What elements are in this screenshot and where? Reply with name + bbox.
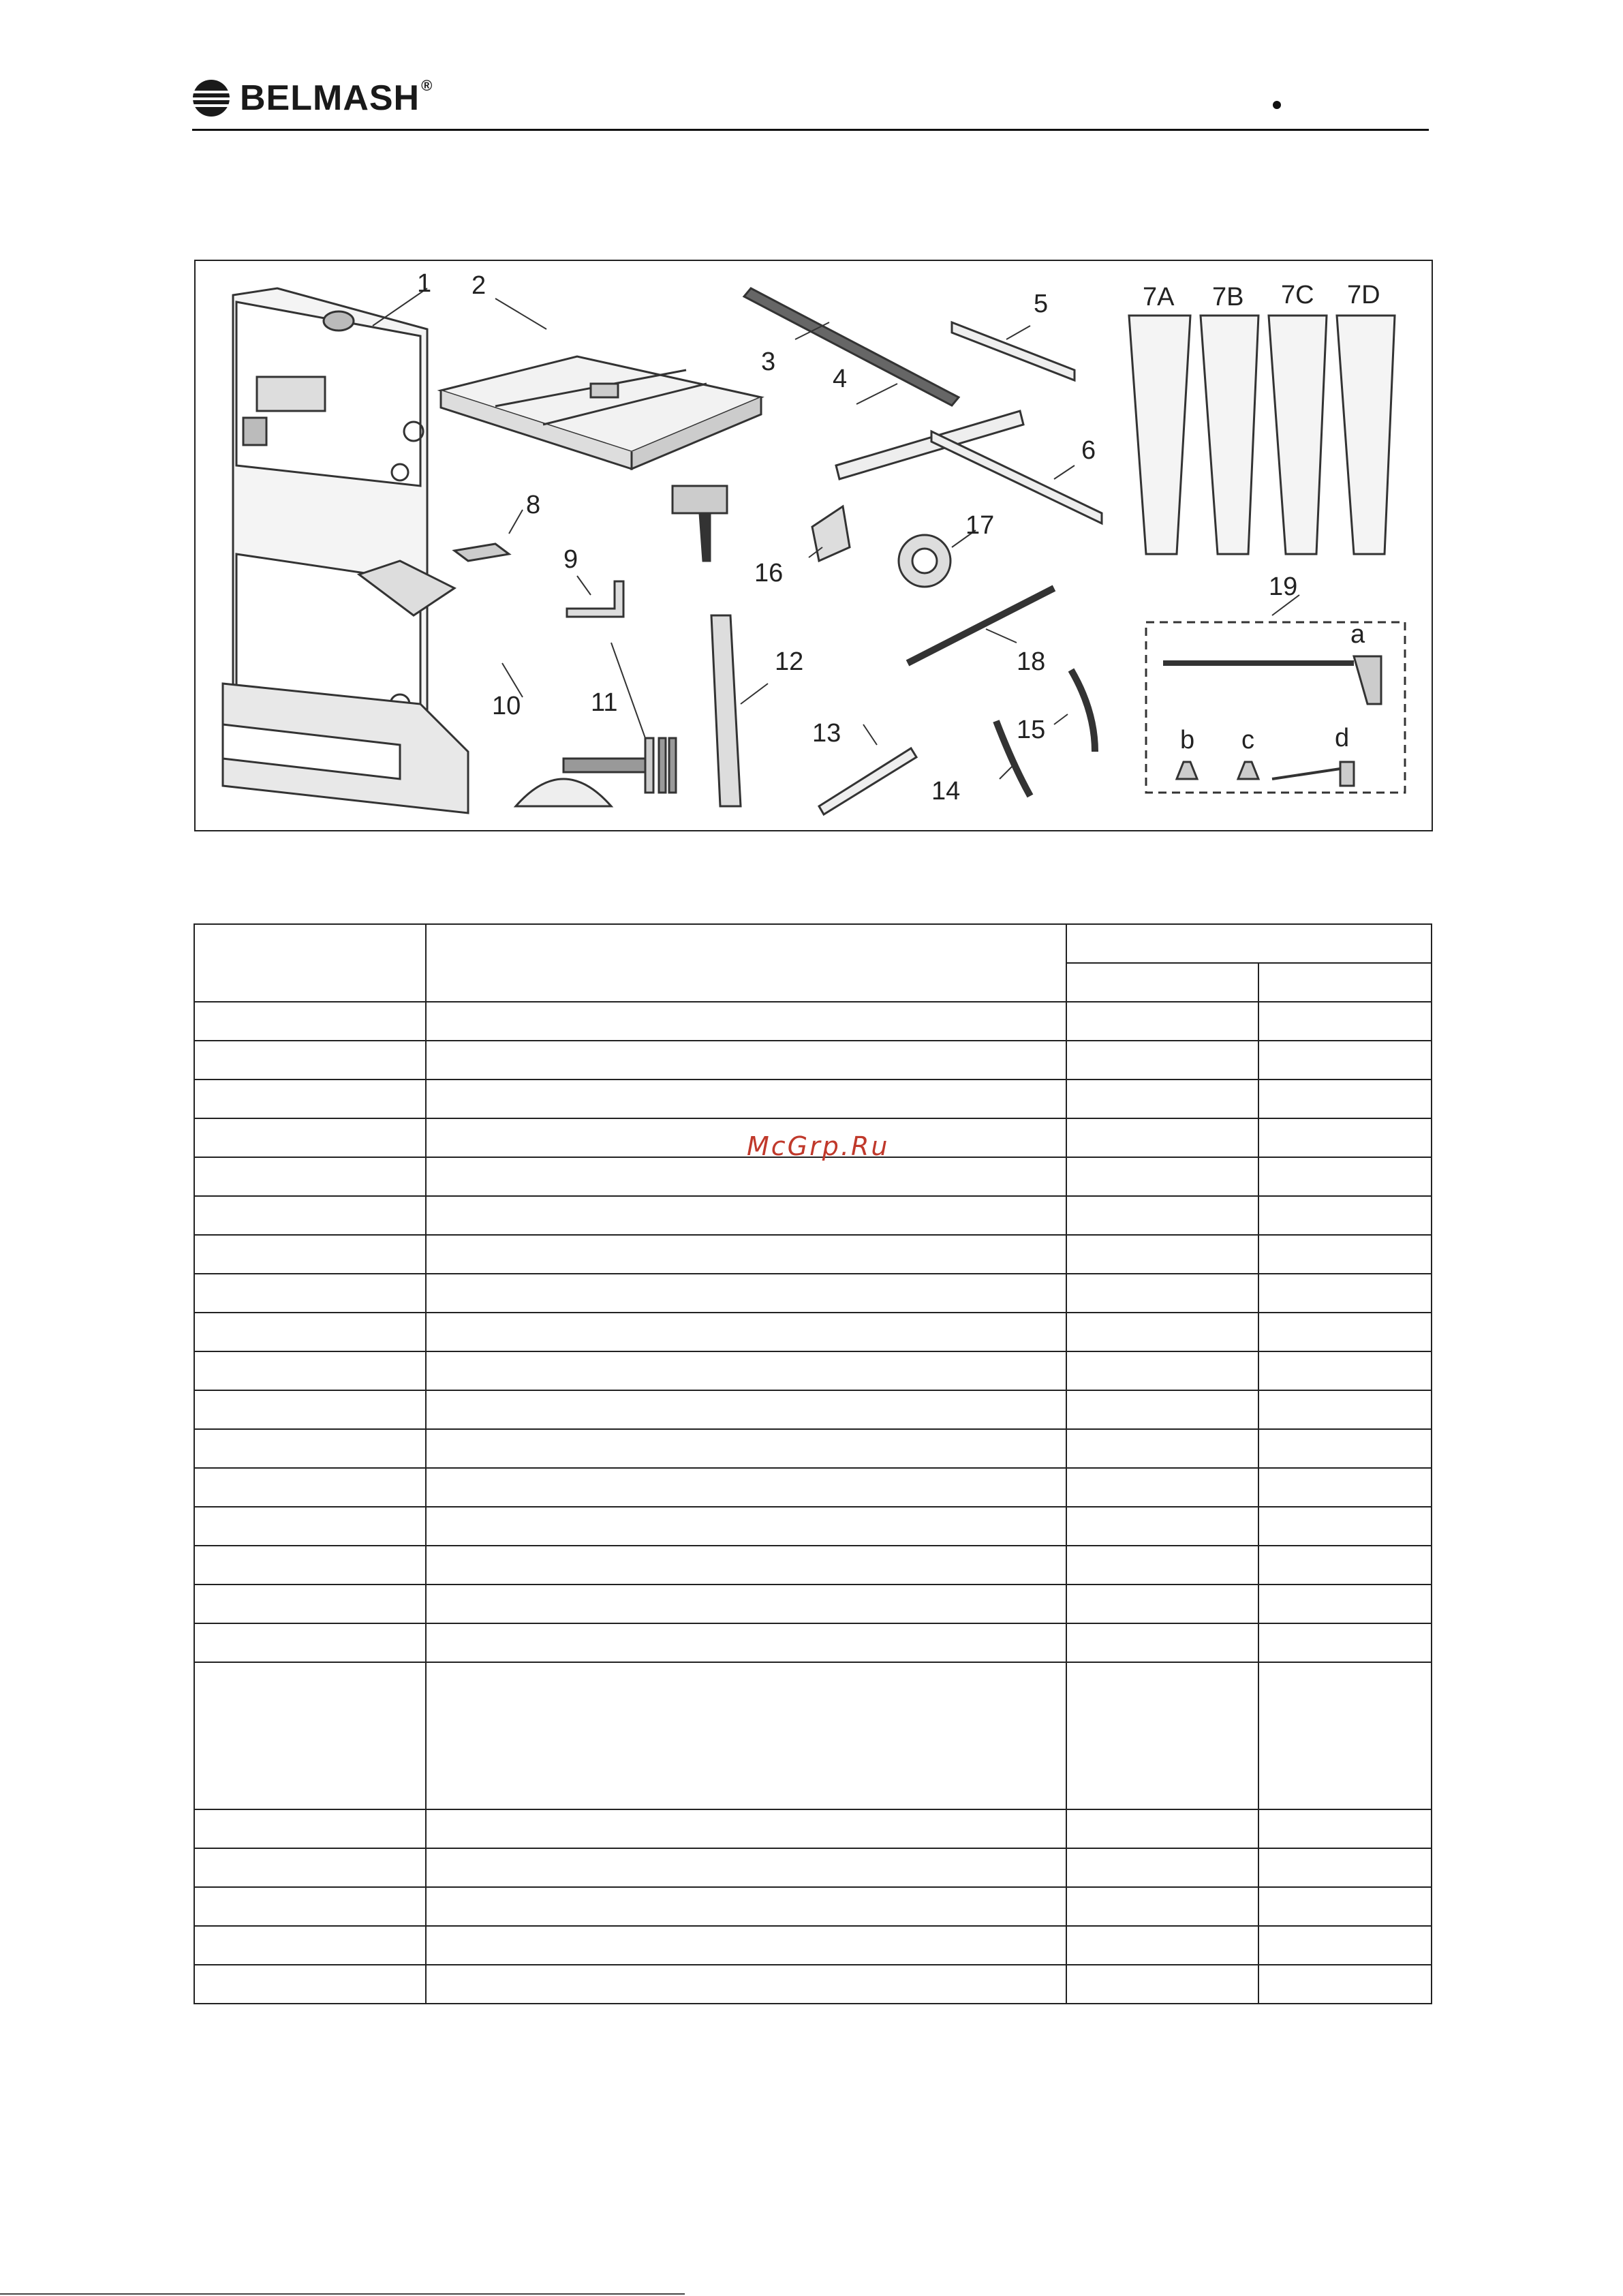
table-cell [426, 1313, 1066, 1351]
table-cell [426, 1041, 1066, 1080]
table-cell [194, 1623, 426, 1662]
saw-table-drawing [441, 356, 761, 469]
table-cell [426, 1848, 1066, 1887]
table-cell [1258, 1041, 1432, 1080]
callout-a: a [1350, 620, 1365, 649]
callout-8: 8 [526, 491, 541, 519]
callout-1: 1 [417, 269, 432, 298]
callout-6: 6 [1081, 436, 1096, 465]
table-cell [194, 1390, 426, 1429]
table-cell [1066, 1623, 1258, 1662]
table-cell [426, 1118, 1066, 1157]
callout-7a: 7A [1143, 283, 1175, 311]
header-cell-name [426, 924, 1066, 1002]
callout-d: d [1335, 724, 1350, 752]
table-cell [426, 1662, 1066, 1809]
callout-11: 11 [591, 688, 618, 717]
table-cell [426, 1235, 1066, 1274]
table-cell [426, 1887, 1066, 1926]
registered-mark: ® [421, 77, 433, 94]
table-cell [194, 1351, 426, 1390]
table-cell [194, 1080, 426, 1118]
callout-13: 13 [812, 719, 841, 748]
callout-15: 15 [1017, 716, 1046, 744]
table-row [194, 1887, 1432, 1926]
table-cell [1258, 1390, 1432, 1429]
table-cell [1258, 1274, 1432, 1313]
table-row [194, 1848, 1432, 1887]
table-cell [194, 1546, 426, 1585]
watermark: McGrp.Ru [747, 1131, 890, 1161]
table-row [194, 1274, 1432, 1313]
bandsaw-body-drawing [223, 288, 468, 813]
table-row [194, 1157, 1432, 1196]
callout-2: 2 [472, 271, 486, 300]
table-cell [426, 1390, 1066, 1429]
table-row [194, 1390, 1432, 1429]
table-row [194, 1235, 1432, 1274]
table-cell [1066, 1468, 1258, 1507]
table-cell [1066, 1965, 1258, 2004]
table-cell [426, 1274, 1066, 1313]
table-cell [1258, 1080, 1432, 1118]
table-cell [1258, 1507, 1432, 1546]
table-cell [1066, 1887, 1258, 1926]
table-header-row [194, 924, 1432, 963]
table-cell [426, 1196, 1066, 1235]
table-cell [426, 1002, 1066, 1041]
table-cell [1066, 1585, 1258, 1623]
table-cell [194, 1157, 426, 1196]
table-row [194, 1429, 1432, 1468]
callout-c: c [1241, 726, 1254, 754]
table-cell [194, 1429, 426, 1468]
table-cell [194, 1585, 426, 1623]
header-cell-quantity-a [1066, 963, 1258, 1002]
table-cell [194, 1196, 426, 1235]
table-cell [1258, 1809, 1432, 1848]
table-cell [1066, 1429, 1258, 1468]
table-cell [194, 1002, 426, 1041]
table-cell [1066, 1351, 1258, 1390]
table-row [194, 1662, 1432, 1809]
callout-9: 9 [563, 545, 578, 574]
table-cell [426, 1157, 1066, 1196]
table-cell [194, 1662, 426, 1809]
table-cell [1066, 1546, 1258, 1585]
table-cell [1258, 1585, 1432, 1623]
table-cell [194, 1313, 426, 1351]
parts-table [194, 923, 1432, 2004]
header-cell-quantity [1066, 924, 1432, 963]
table-cell [1258, 1351, 1432, 1390]
table-cell [1066, 1848, 1258, 1887]
table-cell [1258, 1002, 1432, 1041]
table-cell [194, 1926, 426, 1965]
table-cell [194, 1507, 426, 1546]
callout-17: 17 [965, 511, 995, 540]
table-cell [194, 1274, 426, 1313]
table-cell [194, 1235, 426, 1274]
table-cell [1066, 1390, 1258, 1429]
table-cell [1066, 1196, 1258, 1235]
brand-logo [192, 76, 478, 120]
table-cell [1258, 1662, 1432, 1809]
header-bullet [1273, 101, 1281, 109]
callout-b: b [1180, 726, 1195, 754]
table-cell [194, 1887, 426, 1926]
table-cell [426, 1468, 1066, 1507]
table-cell [426, 1965, 1066, 2004]
table-cell [426, 1507, 1066, 1546]
table-cell [1066, 1507, 1258, 1546]
parts-table-body [194, 924, 1432, 2004]
table-cell [1066, 1926, 1258, 1965]
table-cell [1066, 1809, 1258, 1848]
table-cell [426, 1926, 1066, 1965]
table-row [194, 1965, 1432, 2004]
callout-7d: 7D [1347, 281, 1380, 309]
callout-18: 18 [1017, 647, 1046, 676]
table-cell [1258, 1196, 1432, 1235]
table-cell [1258, 1546, 1432, 1585]
table-row [194, 1546, 1432, 1585]
table-cell [1066, 1235, 1258, 1274]
table-cell [426, 1080, 1066, 1118]
table-cell [426, 1585, 1066, 1623]
table-cell [1258, 1157, 1432, 1196]
callout-5: 5 [1034, 290, 1049, 318]
table-row [194, 1041, 1432, 1080]
table-row [194, 1507, 1432, 1546]
table-row [194, 1313, 1432, 1351]
table-row [194, 1809, 1432, 1848]
table-cell [1258, 1118, 1432, 1157]
table-cell [194, 1118, 426, 1157]
table-cell [1258, 1623, 1432, 1662]
table-cell [426, 1351, 1066, 1390]
table-cell [1258, 1965, 1432, 2004]
table-cell [1066, 1662, 1258, 1809]
table-cell [194, 1468, 426, 1507]
table-row [194, 1080, 1432, 1118]
callout-3: 3 [761, 348, 776, 376]
table-cell [1066, 1157, 1258, 1196]
brand-name: BELMASH [240, 78, 420, 118]
table-cell [194, 1848, 426, 1887]
callout-4: 4 [833, 365, 848, 393]
table-cell [194, 1965, 426, 2004]
table-cell [1258, 1468, 1432, 1507]
table-cell [1066, 1313, 1258, 1351]
parts-illustration [194, 260, 1433, 831]
table-cell [1066, 1041, 1258, 1080]
table-row [194, 1468, 1432, 1507]
header-cell-number [194, 924, 426, 1002]
table-cell [1258, 1926, 1432, 1965]
table-cell [426, 1429, 1066, 1468]
belmash-logo-icon [192, 79, 230, 117]
header-divider [192, 129, 1429, 131]
table-row [194, 1623, 1432, 1662]
table-cell [1066, 1118, 1258, 1157]
table-row [194, 1585, 1432, 1623]
table-cell [194, 1809, 426, 1848]
table-row [194, 1196, 1432, 1235]
table-cell [1258, 1887, 1432, 1926]
table-cell [1258, 1848, 1432, 1887]
table-cell [1258, 1313, 1432, 1351]
callout-12: 12 [775, 647, 804, 676]
callout-7b: 7B [1212, 283, 1244, 311]
table-cell [426, 1546, 1066, 1585]
table-row [194, 1351, 1432, 1390]
callout-7c: 7C [1281, 281, 1314, 309]
table-cell [1066, 1080, 1258, 1118]
table-cell [426, 1623, 1066, 1662]
table-cell [1258, 1235, 1432, 1274]
table-row [194, 1926, 1432, 1965]
callout-10: 10 [492, 692, 521, 720]
table-cell [1066, 1002, 1258, 1041]
footer-divider [0, 2293, 685, 2295]
parts-drawing [196, 261, 1432, 830]
table-cell [194, 1041, 426, 1080]
table-row [194, 1002, 1432, 1041]
table-cell [1066, 1274, 1258, 1313]
table-cell [426, 1809, 1066, 1848]
callout-16: 16 [754, 559, 784, 587]
callout-19: 19 [1269, 572, 1298, 601]
header-cell-quantity-b [1258, 963, 1432, 1002]
table-cell [1258, 1429, 1432, 1468]
callout-14: 14 [931, 777, 961, 806]
